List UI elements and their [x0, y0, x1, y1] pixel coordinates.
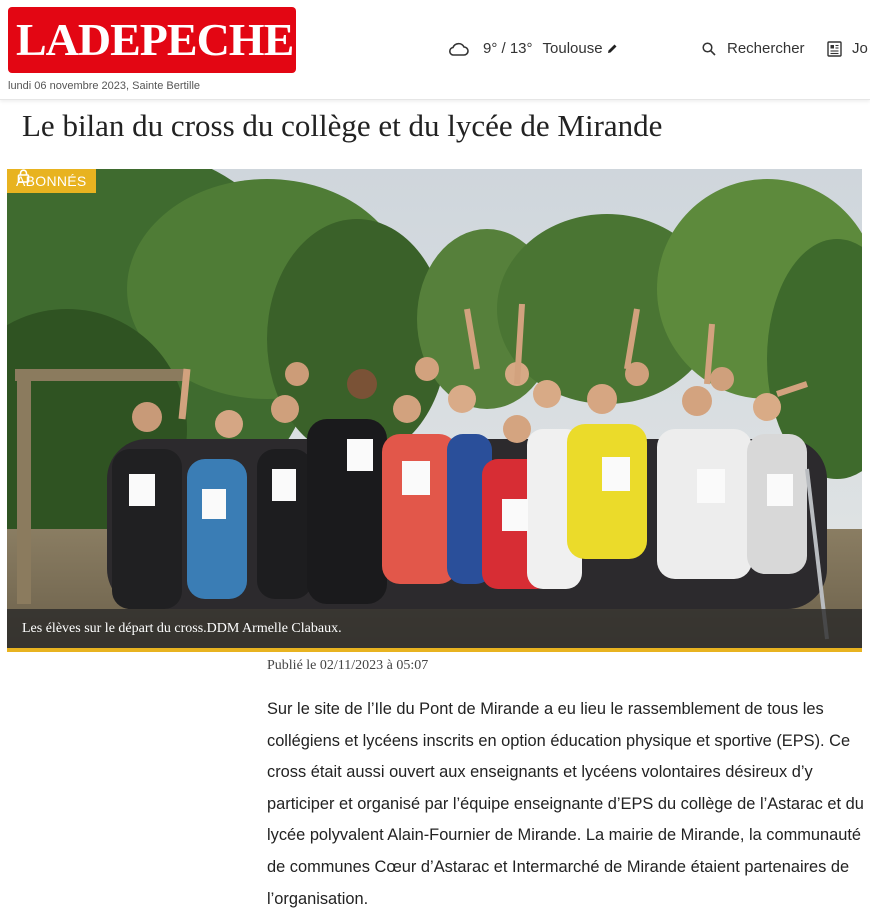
- subscriber-badge-label: ABONNÉS: [16, 173, 87, 189]
- subscriber-badge: [7, 169, 96, 193]
- weather-widget[interactable]: [447, 40, 618, 57]
- published-date: Publié le 02/11/2023 à 05:07: [267, 658, 429, 673]
- journal-button[interactable]: [827, 40, 868, 57]
- weather-city[interactable]: Toulouse: [542, 40, 603, 57]
- newspaper-icon: [827, 41, 842, 57]
- site-header: [0, 0, 870, 100]
- article-body: Sur le site de l’Ile du Pont de Mirande a eu lieu le rassemblement de tous les collégiens et lycéens inscrits en option éducation physique et sportive (EPS). Ce cross était aussi ouvert aux enseignants et lycéens volontaires désireux d’y participer et organisé par l’équipe enseignante d’EPS du collège de l’Astarac et du lycée polyvalent Alain-Fournier de Mirande. La mairie de Mirande, la communauté de communes Cœur d’Astarac et Intermarché de Mirande étaient partenaires de l’organisation.: [267, 700, 864, 908]
- search-label: Rechercher: [727, 40, 805, 57]
- logo-suffix: fr: [302, 17, 332, 62]
- logo-text: LADEPECHE: [16, 14, 294, 65]
- temperature: 9° / 13°: [483, 40, 533, 57]
- article-photo[interactable]: [7, 169, 862, 652]
- lock-icon: [17, 169, 30, 183]
- journal-label: Jo: [852, 40, 868, 57]
- article-title: Le bilan du cross du collège et du lycée de Mirande: [22, 108, 663, 143]
- photo-border: [7, 648, 862, 652]
- cloud-icon: [447, 42, 469, 56]
- search-button[interactable]: [702, 40, 805, 57]
- photo-caption: Les élèves sur le départ du cross.DDM Armelle Clabaux.: [7, 609, 862, 648]
- date-line: lundi 06 novembre 2023, Sainte Bertille: [8, 80, 201, 92]
- photo-illustration: [7, 169, 862, 652]
- pencil-icon[interactable]: [607, 43, 618, 54]
- site-logo[interactable]: [8, 7, 332, 73]
- search-icon: [702, 42, 716, 56]
